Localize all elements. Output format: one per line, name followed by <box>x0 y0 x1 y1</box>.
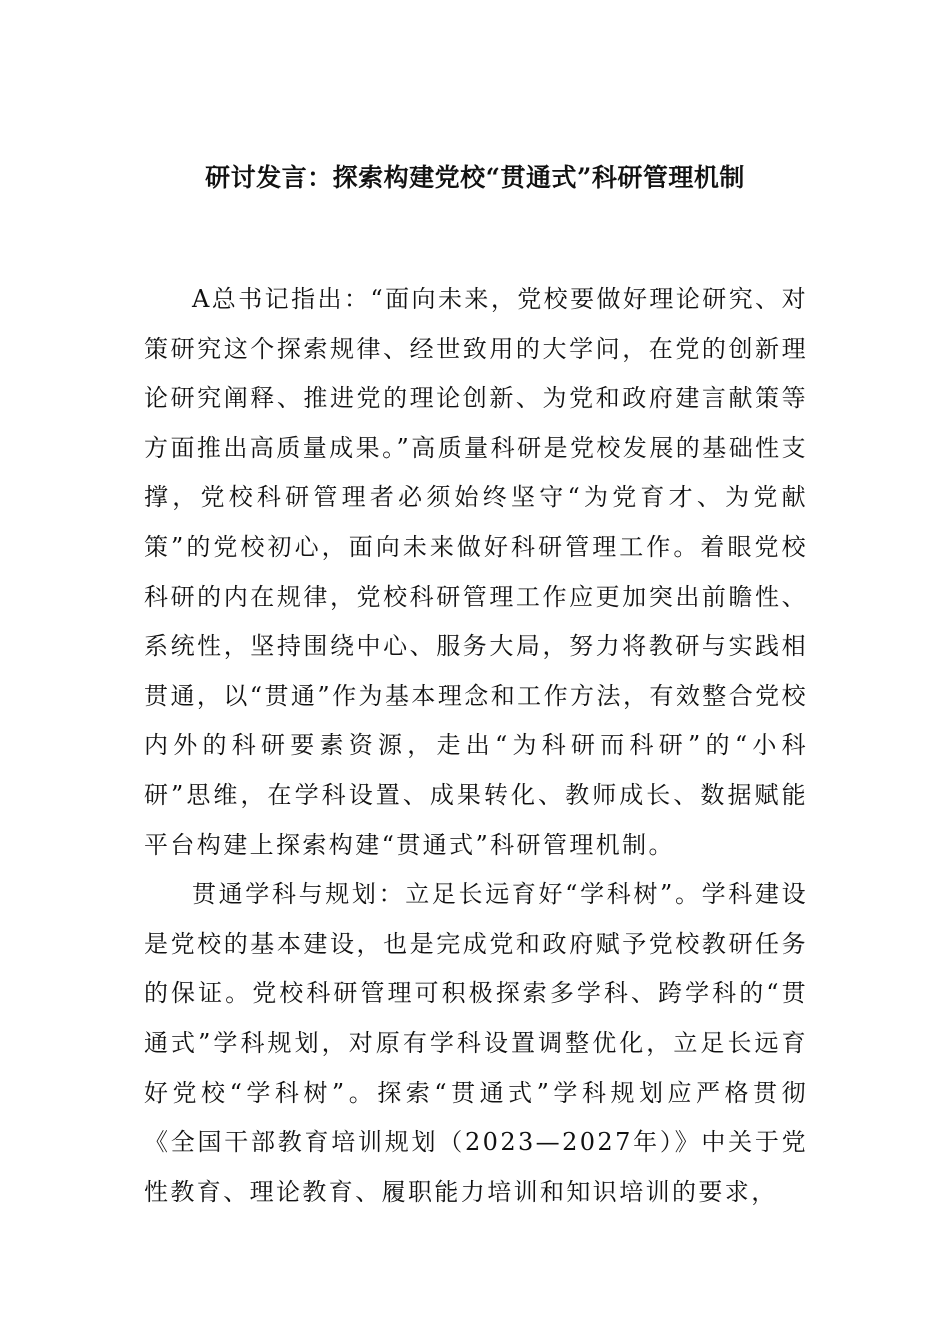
document-title: 研讨发言：探索构建党校“贯通式”科研管理机制 <box>205 163 745 192</box>
document-body <box>144 275 808 1217</box>
paragraph-intro: A总书记指出：“面向未来，党校要做好理论研究、对策研究这个探索规律、经世致用的大学问，在党的创新理论研究阐释、推进党的理论创新、为党和政府建言献策等方面推出高质量成果。”高质量科研是党校发展的基础性支撑，党校科研管理者必须始终坚守“为党育才、为党献策”的党校初心，面向未来做好科研管理工作。着眼党校科研的内在规律，党校科研管理工作应更加突出前瞻性、系统性，坚持围绕中心、服务大局，努力将教研与实践相贯通，以“贯通”作为基本理念和工作方法，有效整合党校内外的科研要素资源，走出“为科研而科研”的“小科研”思维，在学科设置、成果转化、教师成长、数据赋能平台构建上探索构建“贯通式”科研管理机制。 <box>144 285 808 859</box>
paragraph-discipline-planning: 贯通学科与规划：立足长远育好“学科树”。学科建设是党校的基本建设，也是完成党和政府赋予党校教研任务的保证。党校科研管理可积极探索多学科、跨学科的“贯通式”学科规划，对原有学科设置调整优化，立足长远育好党校“学科树”。探索“贯通式”学科规划应严格贯彻《全国干部教育培训规划（2023—2027年）》中关于党性教育、理论教育、履职能力培训和知识培训的要求， <box>144 880 808 1206</box>
